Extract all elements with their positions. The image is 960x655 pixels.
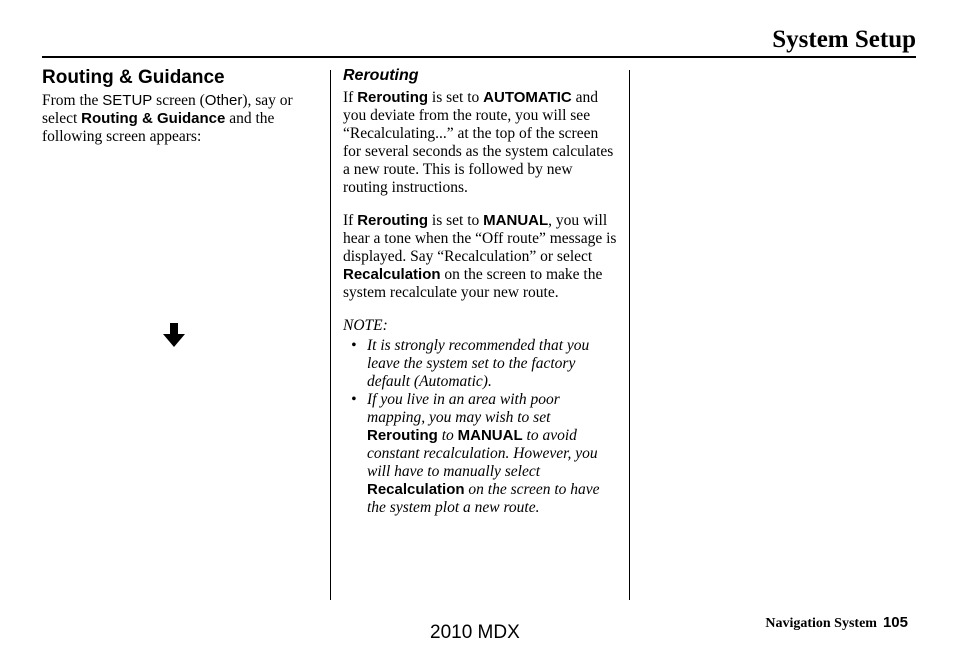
text: to (437, 427, 458, 444)
manual-label: MANUAL (483, 212, 549, 229)
note-item (343, 337, 619, 391)
text: From the (42, 92, 103, 109)
setup-label: SETUP (102, 92, 153, 109)
watermark-text: 2010 MDX (430, 622, 520, 643)
manual-label: MANUAL (457, 427, 523, 444)
column-divider (629, 70, 630, 600)
text: If (343, 212, 358, 229)
bullet: • (351, 337, 357, 354)
left-column (42, 66, 314, 161)
rerouting-label: Rerouting (357, 89, 429, 106)
text: , you will hear a tone when the “Off route” message is displayed. Say “Recalculation” or select (343, 212, 617, 265)
bullet: • (351, 391, 357, 408)
recalculation-label: Recalculation (367, 481, 465, 498)
rerouting-label: Rerouting (367, 427, 438, 444)
intro-paragraph (42, 92, 314, 146)
note-item (343, 391, 619, 517)
down-arrow-icon (163, 323, 185, 347)
header-rule (42, 56, 916, 58)
text: If you live in an area with poor mapping, you may wish to set (367, 391, 560, 426)
subsection-heading: Rerouting (343, 67, 419, 84)
text: If (343, 89, 358, 106)
right-column (343, 66, 619, 517)
text: on the screen to make the system recalculate your new route. (343, 266, 603, 301)
manual-paragraph (343, 212, 619, 302)
note-list (343, 337, 619, 517)
text: to avoid constant recalculation. However, you will have to manually select (367, 427, 598, 480)
automatic-label: AUTOMATIC (483, 89, 572, 106)
routing-guidance-label: Routing & Guidance (81, 110, 226, 127)
footer-label (765, 614, 908, 632)
note-heading: NOTE: (343, 317, 388, 334)
text: on the screen to have the system plot a new route. (367, 481, 600, 516)
text: is set to (428, 212, 484, 229)
text: and the following screen appears: (42, 110, 275, 145)
column-divider (330, 70, 331, 600)
recalculation-label: Recalculation (343, 266, 441, 283)
rerouting-label: Rerouting (357, 212, 429, 229)
page-number: 105 (882, 614, 908, 631)
other-label: Other (204, 92, 243, 109)
automatic-paragraph (343, 89, 619, 197)
text: It is strongly recommended that you leave the system set to the factory default (Automatic). (367, 337, 590, 390)
text: ), say or select (42, 92, 293, 127)
footer-section: Navigation System (765, 616, 877, 631)
text: and you deviate from the route, you will see “Recalculating...” at the top of the screen for several seconds as the system calculates a new route. This is followed by new routing instructions. (343, 89, 614, 196)
section-heading: Routing & Guidance (42, 67, 225, 88)
page-title: System Setup (772, 26, 916, 53)
text: screen ( (152, 92, 205, 109)
note-block (343, 317, 619, 517)
text: is set to (428, 89, 484, 106)
